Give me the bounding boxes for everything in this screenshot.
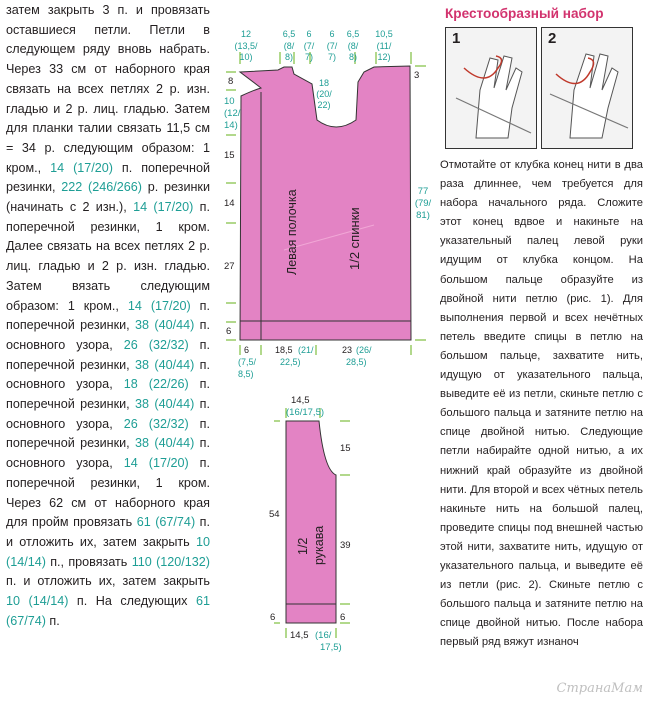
bottom-label-2: 18,5	[275, 345, 293, 355]
bottom-label-1: 6	[244, 345, 250, 355]
cast-on-column	[437, 0, 649, 700]
instruction-segment: п. основного узора,	[6, 357, 210, 392]
stitch-count: 14 (17/20)	[123, 456, 189, 471]
svg-text:17,5): 17,5)	[320, 642, 342, 653]
svg-text:12): 12)	[377, 52, 391, 62]
instructions-text	[0, 0, 212, 632]
top-label-5: 6,5	[346, 29, 360, 39]
svg-text:28,5): 28,5)	[346, 357, 367, 367]
sleeve-top: 14,5	[291, 395, 310, 406]
svg-text:(11/: (11/	[376, 41, 392, 51]
svg-text:10): 10)	[239, 52, 253, 62]
instruction-segment: п. поперечной резинки, 1 кром. Через 62 см от наборного края для пройм провязать	[6, 456, 210, 530]
right-height: 77	[417, 186, 429, 197]
svg-text:(12/: (12/	[224, 108, 241, 119]
svg-text:8): 8)	[284, 52, 294, 62]
neck-label: 18	[318, 78, 330, 88]
instruction-segment: п. поперечной резинки,	[6, 377, 210, 412]
instruction-segment: п. поперечной резинки,	[6, 337, 210, 372]
sleeve-label-a: 1/2	[296, 537, 310, 555]
stitch-count: 26 (32/32)	[123, 416, 189, 431]
stitch-count: 38 (40/44)	[135, 436, 195, 451]
cast-on-instructions: Отмотайте от клубка конец нити в два раза длиннее, чем требуется для набора начального ряда. Сложите этот конец вдвое и накиньте на указательный палец левой руки идущим от клубка концом. На большом пальце образуйте из двойной нити петлю (рис. 1). Для выполнения первой и всех нечётных петель введите спицы в петлю на большом пальце, захватите нить, идущую от указательного пальца, выведите её из петли, скиньте петлю с большого пальца и затяните петлю на спице двойной нитью. Следующие петли набирайте одной нитью, а их нижний край образуйте из двойной нити. Для второй и всех чётных петель накиньте нить на большой палец, проведите спицы под внешней частью этой нити, захватите нить, идущую от указательного пальца, и выведите её из петли (рис. 2). Скиньте петлю с большого пальца и затяните петлю на спице двойной нитью. После набора первый ряд вяжут изнаноч	[440, 159, 643, 649]
instruction-segment: п., провязать	[45, 554, 132, 569]
stitch-count: 14 (17/20)	[50, 160, 113, 175]
svg-text:14): 14)	[224, 120, 238, 131]
stitch-count: 18 (22/26)	[123, 377, 189, 392]
section-title: Крестообразный набор	[445, 6, 604, 21]
instruction-segment: п.	[45, 613, 60, 628]
stitch-count: 222 (246/266)	[61, 180, 142, 195]
instructions-column	[0, 0, 212, 700]
svg-text:7): 7)	[327, 52, 337, 62]
left-dim-top: 8	[228, 76, 234, 87]
svg-text:22): 22)	[317, 100, 331, 110]
sleeve-cuff-left: 6	[270, 612, 276, 623]
svg-text:(16/17,5): (16/17,5)	[286, 407, 325, 418]
back-label: 1/2 спинки	[347, 207, 362, 270]
instruction-segment: п. поперечной резинки, 1 кром. Далее связать на всех петлях 2 р. лиц. гладью и 2 р. изн. гладью. Затем вязать следующим образом: 1 кром.,	[6, 200, 210, 313]
top-label-1-sub: (13,5/	[234, 41, 258, 51]
top-label-2: 6,5	[282, 29, 296, 39]
svg-text:(7/: (7/	[303, 41, 315, 51]
svg-text:(26/: (26/	[356, 345, 372, 355]
stitch-count: 14 (17/20)	[133, 200, 194, 215]
top-label-3: 6	[306, 29, 312, 39]
stitch-count: 26 (32/32)	[123, 337, 189, 352]
stitch-count: 10 (14/14)	[6, 594, 69, 609]
left-dim-14: 14	[224, 198, 235, 209]
sleeve-total: 54	[269, 509, 280, 520]
front-label: Левая полочка	[285, 189, 299, 275]
pattern-diagram	[214, 0, 436, 700]
svg-text:(8/: (8/	[283, 41, 295, 51]
sleeve-cuff-right: 6	[340, 612, 346, 623]
sleeve-cap: 15	[340, 443, 351, 454]
bottom-label-3: 23	[342, 345, 353, 355]
figure-2: 2	[541, 27, 633, 149]
stitch-count: 38 (40/44)	[135, 397, 195, 412]
svg-text:8,5): 8,5)	[238, 369, 254, 379]
sleeve-shape	[286, 421, 336, 623]
sleeve-bottom: 14,5	[290, 630, 309, 641]
instruction-segment: затем закрыть 3 п. и провязать оставшиеся петли. Петли в следующем ряду вновь набрать. Через 33 см от наборного края связать на всех петлях 2 р. изн. гладью и 2 р. лиц. гладью. Затем для планки талии связать 11,5 см = 34 р. следующим образом: 1 кром.,	[6, 3, 210, 175]
instruction-segment: п. основного узора,	[6, 397, 210, 431]
svg-text:81): 81)	[416, 210, 430, 221]
sleeve-label-b: рукава	[312, 525, 326, 565]
instruction-segment: п. На следующих	[68, 594, 196, 609]
top-label-1: 12	[240, 29, 252, 39]
stitch-count: 14 (17/20)	[127, 298, 191, 313]
figure-1: 1	[445, 27, 537, 149]
stitch-count: 10 (14/14)	[6, 534, 210, 569]
svg-text:8): 8)	[348, 52, 358, 62]
instruction-segment: п. основного узора,	[6, 436, 210, 471]
instruction-segment: п. поперечной резинки,	[6, 298, 210, 333]
svg-text:(79/: (79/	[414, 198, 432, 209]
stitch-count: 61 (67/74)	[136, 515, 196, 530]
top-label-6: 10,5	[375, 29, 393, 39]
svg-text:7): 7)	[304, 52, 314, 62]
svg-text:(21/: (21/	[298, 345, 314, 355]
svg-text:22,5): 22,5)	[280, 357, 301, 367]
stitch-count: 61 (67/74)	[6, 594, 210, 628]
stitch-count: 38 (40/44)	[135, 357, 195, 372]
sleeve-body: 39	[340, 540, 351, 551]
svg-text:(8/: (8/	[347, 41, 359, 51]
instruction-segment: п. и отложить их, затем закрыть	[6, 574, 210, 589]
stitch-count: 110 (120/132)	[131, 554, 210, 569]
right-dim-top: 3	[414, 70, 420, 81]
left-dim-6: 6	[226, 326, 232, 337]
left-dim-mid: 10	[224, 96, 235, 107]
svg-text:(7,5/: (7,5/	[238, 357, 257, 367]
svg-text:(16/: (16/	[315, 630, 332, 641]
instruction-segment: р. резинки (начинать с 2 изн.),	[6, 180, 210, 215]
svg-text:(7/: (7/	[326, 41, 338, 51]
instruction-segment: п. поперечной резинки,	[6, 416, 210, 451]
instruction-segment: п. и отложить их, затем закрыть	[6, 515, 210, 549]
svg-text:(20/: (20/	[316, 89, 332, 99]
left-dim-15: 15	[224, 150, 235, 161]
watermark: СтранаМам	[556, 681, 643, 696]
left-dim-27: 27	[224, 261, 235, 272]
stitch-count: 38 (40/44)	[135, 318, 195, 333]
top-label-4: 6	[329, 29, 335, 39]
instruction-segment: п. основного узора,	[6, 318, 210, 352]
instruction-segment: п. поперечной резинки,	[6, 160, 210, 195]
